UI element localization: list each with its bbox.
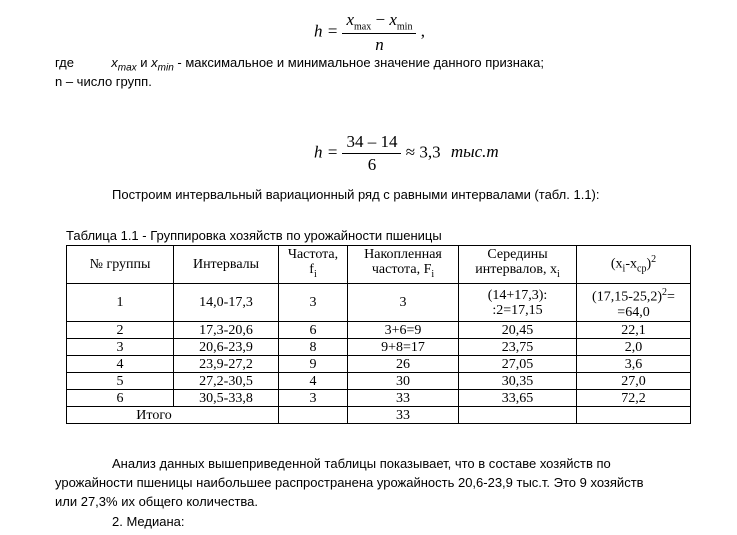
cell-frequency: 8	[279, 339, 348, 356]
table-row	[67, 339, 691, 356]
cell-group: 4	[67, 356, 174, 373]
cell-group: 6	[67, 390, 174, 407]
where-word: где	[55, 55, 74, 70]
header-intervals: Интервалы	[174, 246, 279, 284]
cell-deviation: 2,0	[577, 339, 691, 356]
cell-total-label: Итого	[67, 407, 279, 424]
cell-midpoint: (14+17,3): :2=17,15	[459, 284, 577, 322]
formula2-fraction	[342, 132, 401, 175]
header-group: № группы	[67, 246, 174, 284]
table-caption: Таблица 1.1 - Группировка хозяйств по урожайности пшеницы	[66, 228, 442, 243]
cell-group: 2	[67, 322, 174, 339]
cell-midpoint: 27,05	[459, 356, 577, 373]
cell-interval: 20,6-23,9	[174, 339, 279, 356]
cell-deviation: 72,2	[577, 390, 691, 407]
formula-comma: ,	[420, 21, 425, 41]
cell-cumulative: 33	[348, 390, 459, 407]
section-heading-median: 2. Медиана:	[112, 514, 185, 529]
where-xmin: x	[151, 55, 158, 70]
where-xmin-sub: min	[157, 62, 174, 74]
formula-h-value	[314, 132, 499, 175]
paragraph-analysis-line1: Анализ данных вышеприведенной таблицы показывает, что в составе хозяйств по	[112, 456, 611, 471]
cell-group: 5	[67, 373, 174, 390]
cell-midpoint: 23,75	[459, 339, 577, 356]
paragraph-analysis-line2: урожайности пшеницы наибольшее распространена урожайность 20,6-23,9 тыс.т. Это 9 хозяйств	[55, 475, 644, 490]
formula-lhs: h =	[314, 21, 339, 41]
formula-x-min: x	[389, 10, 397, 29]
formula-interval-width	[314, 10, 425, 55]
grouping-table	[66, 245, 691, 424]
table-row	[67, 284, 691, 322]
cell-interval: 27,2-30,5	[174, 373, 279, 390]
formula-x-max: x	[346, 10, 355, 29]
cell-deviation: 27,0	[577, 373, 691, 390]
formula-denominator: n	[375, 35, 384, 55]
cell-deviation: 22,1	[577, 322, 691, 339]
formula2-unit: тыс.т	[450, 142, 499, 162]
formula-x-max-sub: max	[354, 21, 372, 33]
cell-midpoint: 33,65	[459, 390, 577, 407]
cell-total-frequency	[279, 407, 348, 424]
paragraph-analysis-line3: или 27,3% их общего количества.	[55, 494, 259, 509]
cell-cumulative: 30	[348, 373, 459, 390]
formula2-denominator: 6	[367, 155, 377, 174]
cell-interval: 30,5-33,8	[174, 390, 279, 407]
where-xmax: x	[111, 55, 118, 70]
cell-frequency: 9	[279, 356, 348, 373]
cell-frequency: 3	[279, 390, 348, 407]
formula2-numerator: 34 – 14	[342, 132, 401, 154]
table-row	[67, 390, 691, 407]
cell-frequency: 6	[279, 322, 348, 339]
cell-midpoint: 30,35	[459, 373, 577, 390]
cell-cumulative: 3+6=9	[348, 322, 459, 339]
cell-interval: 17,3-20,6	[174, 322, 279, 339]
cell-frequency: 4	[279, 373, 348, 390]
formula2-approx: ≈ 3,3	[405, 142, 441, 162]
cell-group: 3	[67, 339, 174, 356]
where-xmax-sub: max	[117, 62, 137, 74]
cell-frequency: 3	[279, 284, 348, 322]
where-and: и	[140, 55, 148, 70]
cell-group: 1	[67, 284, 174, 322]
cell-cumulative: 26	[348, 356, 459, 373]
table-header-row	[67, 246, 691, 284]
header-cumulative: Накопленная частота, $F_i$	[348, 246, 459, 284]
where-rest: - максимальное и минимальное значение данного признака;	[177, 55, 544, 70]
table-row	[67, 373, 691, 390]
table-total-row	[67, 407, 691, 424]
header-midpoints: Середины интервалов, $x_i$	[459, 246, 577, 284]
formula2-lhs: h =	[314, 142, 339, 162]
cell-total-cumulative: 33	[348, 407, 459, 424]
formula-fraction	[342, 10, 416, 55]
n-definition: n – число групп.	[55, 74, 152, 89]
table-row	[67, 356, 691, 373]
table-row	[67, 322, 691, 339]
cell-interval: 14,0-17,3	[174, 284, 279, 322]
cell-interval: 23,9-27,2	[174, 356, 279, 373]
cell-deviation: $(17,15-25,2)^2=$ =64,0	[577, 284, 691, 322]
formula-x-min-sub: min	[396, 21, 413, 33]
header-deviation: $(x_i-x_{ср})^2$	[577, 246, 691, 284]
cell-cumulative: 3	[348, 284, 459, 322]
where-line	[55, 55, 544, 74]
cell-cumulative: 9+8=17	[348, 339, 459, 356]
cell-total-deviation	[577, 407, 691, 424]
header-frequency: Частота, $f_i$	[279, 246, 348, 284]
cell-deviation: 3,6	[577, 356, 691, 373]
cell-midpoint: 20,45	[459, 322, 577, 339]
paragraph-intro: Построим интервальный вариационный ряд с равными интервалами (табл. 1.1):	[112, 187, 600, 202]
cell-total-midpoint	[459, 407, 577, 424]
formula-minus: −	[375, 10, 386, 29]
